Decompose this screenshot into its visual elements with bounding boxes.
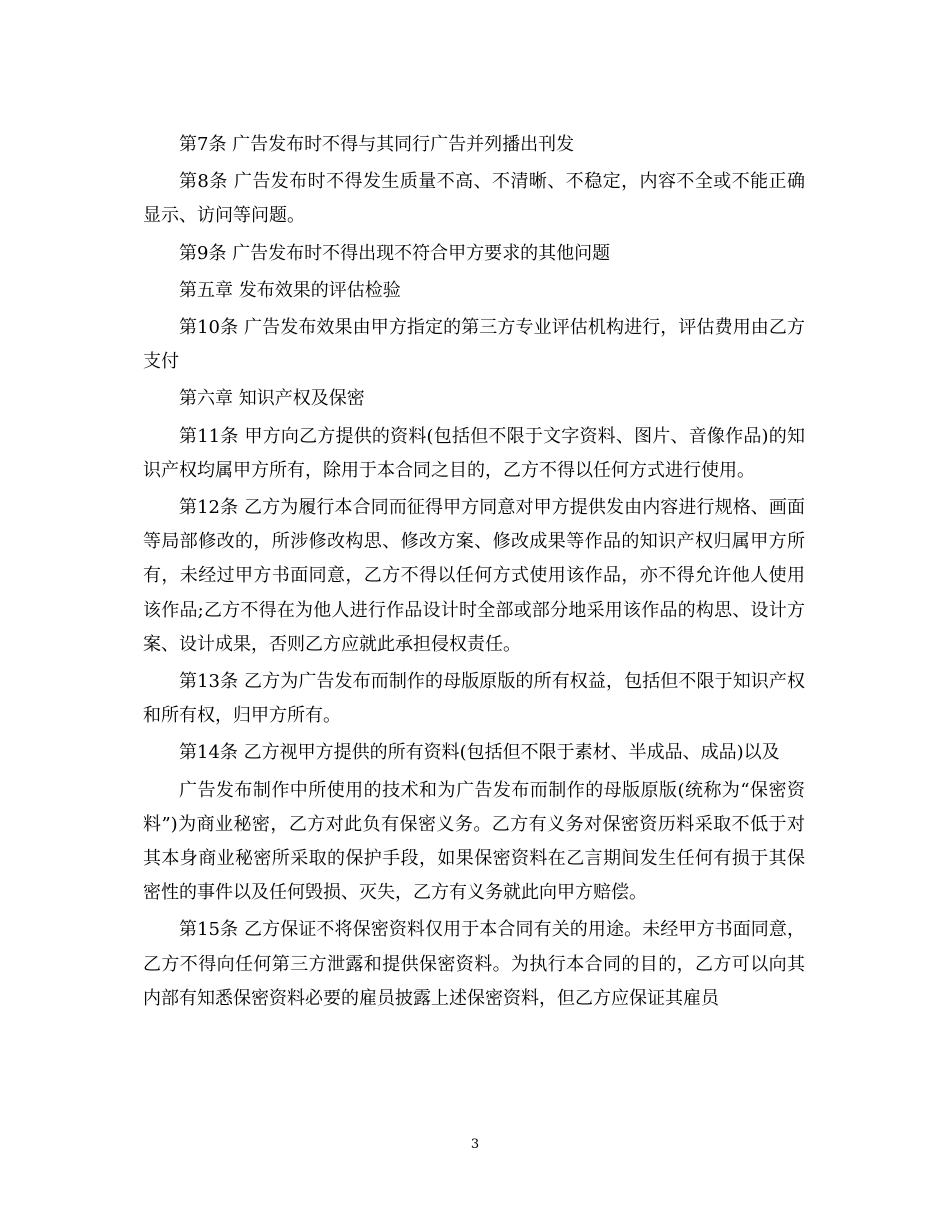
article-11-paragraph: 第11条 甲方向乙方提供的资料(包括但不限于文字资料、图片、音像作品)的知识产权均属甲方所有，除用于本合同之目的，乙方不得以任何方式进行使用。 <box>143 425 805 481</box>
article-15-paragraph: 第15条 乙方保证不将保密资料仅用于本合同有关的用途。未经甲方书面同意，乙方不得向任何第三方泄露和提供保密资料。为执行本合同的目的，乙方可以向其内部有知悉保密资料必要的雇员披露上述保密资料，但乙方应保证其雇员 <box>143 919 805 1009</box>
article-14-continuation-paragraph: 广告发布制作中所使用的技术和为广告发布而制作的母版原版(统称为“保密资料”)为商业秘密，乙方对此负有保密义务。乙方有义务对保密资历料采取不低于对其本身商业秘密所采取的保护手段，如果保密资料在乙言期间发生任何有损于其保密性的事件以及任何毁损、灭失，乙方有义务就此向甲方赔偿。 <box>143 779 805 904</box>
article-12-paragraph: 第12条 乙方为履行本合同而征得甲方同意对甲方提供发由内容进行规格、画面等局部修改的，所涉修改构思、修改方案、修改成果等作品的知识产权归属甲方所有，未经过甲方书面同意，乙方不得以任何方式使用该作品，亦不得允许他人使用该作品;乙方不得在为他人进行作品设计时全部或部分地采用该作品的构思、设计方案、设计成果，否则乙方应就此承担侵权责任。 <box>143 497 805 655</box>
chapter-5-heading: 第五章 发布效果的评估检验 <box>179 279 401 301</box>
article-7-paragraph: 第7条 广告发布时不得与其同行广告并列播出刊发 <box>179 134 575 155</box>
article-9-paragraph: 第9条 广告发布时不得出现不符合甲方要求的其他问题 <box>179 242 611 264</box>
article-10-paragraph: 第10条 广告发布效果由甲方指定的第三方专业评估机构进行，评估费用由乙方支付 <box>143 317 805 373</box>
page-number: 3 <box>470 1137 480 1152</box>
chapter-6-heading: 第六章 知识产权及保密 <box>179 388 365 410</box>
document-body <box>143 128 805 1019</box>
article-8-paragraph: 第8条 广告发布时不得发生质量不高、不清晰、不稳定，内容不全或不能正确显示、访问等问题。 <box>143 171 805 227</box>
article-14-paragraph: 第14条 乙方视甲方提供的所有资料(包括但不限于素材、半成品、成品)以及 <box>179 742 780 764</box>
article-13-paragraph: 第13条 乙方为广告发布而制作的母版原版的所有权益，包括但不限于知识产权和所有权，归甲方所有。 <box>143 671 805 727</box>
